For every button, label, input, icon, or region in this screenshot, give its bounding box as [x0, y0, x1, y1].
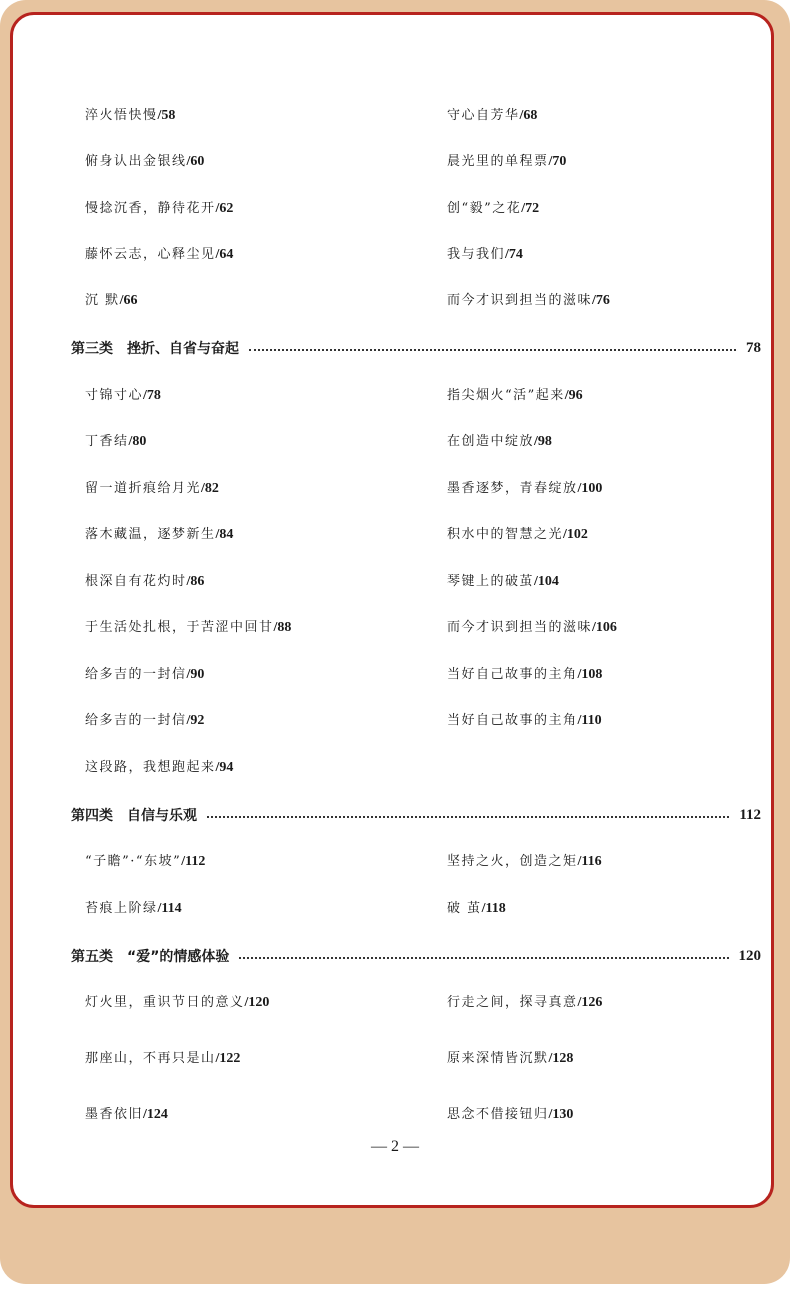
page-number: — 2 —: [371, 1138, 419, 1155]
entry-page: /124: [143, 1107, 168, 1122]
entry-title: 给多吉的一封信: [85, 667, 187, 682]
toc-entry[interactable]: [85, 153, 204, 171]
toc-entry[interactable]: [85, 1106, 168, 1124]
section-title: 挫折、自省与奋起: [127, 341, 239, 357]
entry-page: /88: [273, 620, 292, 635]
entry-page: /80: [128, 434, 147, 449]
entry-title: 指尖烟火“活”起来: [447, 388, 565, 403]
entry-title: 琴键上的破茧: [447, 574, 535, 589]
section-page: 120: [738, 947, 761, 964]
entry-title: 俯身认出金银线: [85, 154, 187, 169]
toc-entry[interactable]: [447, 619, 617, 637]
entry-title: 淬火悟快慢: [85, 108, 158, 123]
leader-dots: [249, 349, 736, 351]
entry-title: 落木藏温，逐梦新生: [85, 527, 216, 542]
leader-dots: [239, 957, 728, 959]
entry-title: “子瞻”·“东坡”: [85, 854, 182, 869]
toc-entry[interactable]: [447, 994, 602, 1012]
entry-page: /62: [215, 201, 234, 216]
entry-page: /60: [186, 154, 205, 169]
toc-entry[interactable]: [447, 200, 539, 218]
entry-page: /116: [577, 854, 602, 869]
entry-title: 在创造中绽放: [447, 434, 535, 449]
toc-entry[interactable]: [85, 292, 138, 310]
entry-page: /92: [186, 713, 205, 728]
toc-entry[interactable]: [447, 900, 506, 918]
section-page: 78: [746, 339, 761, 356]
entry-title: 墨香逐梦，青春绽放: [447, 481, 578, 496]
entry-title: 那座山，不再只是山: [85, 1051, 216, 1066]
entry-title: 行走之间，探寻真意: [447, 995, 578, 1010]
entry-page: /98: [534, 434, 552, 449]
entry-page: /114: [157, 901, 182, 916]
toc-entry[interactable]: [85, 573, 204, 591]
entry-page: /72: [521, 201, 540, 216]
entry-title: 苔痕上阶绿: [85, 901, 158, 916]
toc-entry[interactable]: [85, 246, 233, 264]
toc-entry[interactable]: [85, 107, 175, 125]
section-number: 第四类: [71, 808, 113, 824]
section-page: 112: [739, 806, 761, 823]
section-heading-5[interactable]: [71, 945, 761, 967]
toc-entry[interactable]: [85, 387, 161, 405]
toc-entry[interactable]: [85, 994, 269, 1012]
entry-page: /118: [481, 901, 506, 916]
entry-title: 创“毅”之花: [447, 201, 522, 216]
entry-page: /110: [577, 713, 602, 728]
entry-page: /108: [577, 667, 603, 682]
entry-page: /104: [534, 574, 559, 589]
toc-entry[interactable]: [447, 853, 602, 871]
toc-entry[interactable]: [85, 759, 233, 777]
toc-entry[interactable]: [447, 712, 602, 730]
entry-page: /74: [505, 247, 523, 262]
entry-page: /68: [519, 108, 538, 123]
toc-entry[interactable]: [85, 526, 233, 544]
toc-entry[interactable]: [447, 480, 602, 498]
entry-title: 晨光里的单程票: [447, 154, 549, 169]
toc-entry[interactable]: [447, 573, 559, 591]
entry-title: 当好自己故事的主角: [447, 667, 578, 682]
entry-title: 给多吉的一封信: [85, 713, 187, 728]
section-number: 第五类: [71, 949, 113, 965]
entry-page: /94: [215, 760, 234, 775]
entry-page: /66: [119, 293, 138, 308]
entry-title: 而今才识到担当的滋味: [447, 620, 593, 635]
toc-entry[interactable]: [85, 480, 219, 498]
entry-title: 沉 默: [85, 293, 120, 308]
entry-page: /102: [563, 527, 588, 542]
entry-page: /90: [186, 667, 205, 682]
entry-title: 墨香依旧: [85, 1107, 144, 1122]
entry-title: 我与我们: [447, 247, 506, 262]
entry-page: /128: [548, 1051, 574, 1066]
entry-page: /106: [592, 620, 617, 635]
entry-title: 这段路，我想跑起来: [85, 760, 216, 775]
entry-title: 而今才识到担当的滋味: [447, 293, 593, 308]
entry-page: /76: [592, 293, 610, 308]
section-heading-3[interactable]: [71, 337, 761, 359]
entry-page: /112: [181, 854, 206, 869]
entry-page: /86: [186, 574, 205, 589]
entry-title: 丁香结: [85, 434, 129, 449]
toc-entry[interactable]: [447, 107, 537, 125]
entry-title: 坚持之火，创造之矩: [447, 854, 578, 869]
entry-page: /78: [143, 388, 161, 403]
entry-page: /130: [548, 1107, 574, 1122]
leader-dots: [207, 816, 729, 818]
toc-entry[interactable]: [85, 200, 233, 218]
entry-title: 灯火里，重识节日的意义: [85, 995, 245, 1010]
entry-page: /100: [577, 481, 603, 496]
entry-title: 破 茧: [447, 901, 482, 916]
toc-entry[interactable]: [85, 712, 204, 730]
toc-card: [10, 12, 774, 1208]
entry-page: /58: [157, 108, 176, 123]
entry-page: /64: [215, 247, 234, 262]
entry-title: 根深自有花灼时: [85, 574, 187, 589]
section-title: 自信与乐观: [127, 808, 197, 824]
entry-title: 留一道折痕给月光: [85, 481, 202, 496]
entry-page: /96: [564, 388, 583, 403]
toc-entry[interactable]: [447, 666, 602, 684]
entry-title: 思念不借接钮归: [447, 1107, 549, 1122]
toc-entry[interactable]: [447, 1050, 573, 1068]
entry-title: 于生活处扎根，于苦涩中回甘: [85, 620, 274, 635]
toc-entry[interactable]: [85, 1050, 240, 1068]
section-title: “爱”的情感体验: [127, 949, 230, 965]
entry-title: 守心自芳华: [447, 108, 520, 123]
toc-entry[interactable]: [85, 900, 182, 918]
entry-title: 寸锦寸心: [85, 388, 144, 403]
entry-page: /84: [215, 527, 234, 542]
section-heading-4[interactable]: [71, 804, 761, 826]
entry-title: 积水中的智慧之光: [447, 527, 564, 542]
toc-entry[interactable]: [447, 246, 523, 264]
section-number: 第三类: [71, 341, 113, 357]
entry-page: /120: [244, 995, 270, 1010]
toc-entry[interactable]: [447, 433, 552, 451]
entry-page: /82: [201, 481, 219, 496]
toc-entry[interactable]: [447, 153, 566, 171]
toc-entry[interactable]: [447, 1106, 573, 1124]
entry-title: 原来深情皆沉默: [447, 1051, 549, 1066]
entry-title: 慢捻沉香，静待花开: [85, 201, 216, 216]
toc-entry[interactable]: [447, 526, 588, 544]
entry-page: /122: [215, 1051, 241, 1066]
toc-entry[interactable]: [85, 853, 205, 871]
toc-entry[interactable]: [85, 619, 291, 637]
entry-title: 当好自己故事的主角: [447, 713, 578, 728]
entry-title: 藤怀云志，心释尘见: [85, 247, 216, 262]
entry-page: /126: [577, 995, 603, 1010]
entry-page: /70: [548, 154, 567, 169]
toc-entry[interactable]: [447, 387, 583, 405]
toc-entry[interactable]: [85, 666, 204, 684]
toc-entry[interactable]: [447, 292, 610, 310]
toc-entry[interactable]: [85, 433, 146, 451]
